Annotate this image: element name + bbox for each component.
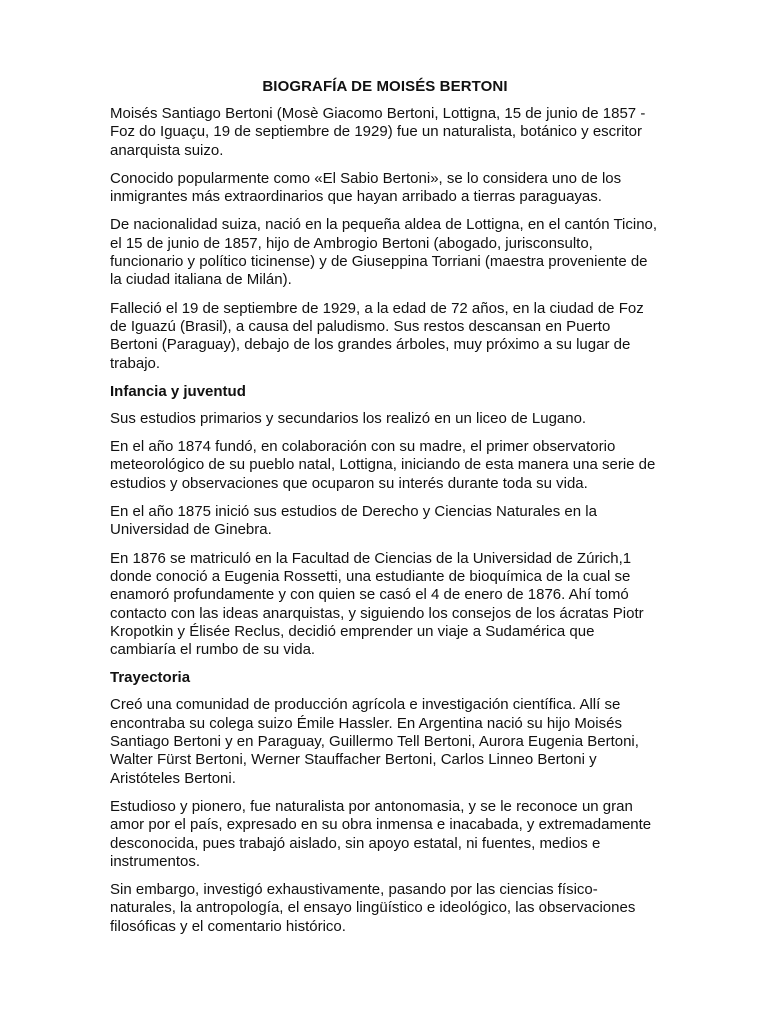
paragraph-trayectoria-1: Creó una comunidad de producción agrícola e investigación científica. Allí se encontraba su colega suizo Émile Hassler. En Argentina nació su hijo Moisés Santiago Bertoni y en Paraguay, Guillermo Tell Bertoni, Aurora Eugenia Bertoni, Walter Fürst Bertoni, Werner Stauffacher Bertoni, Carlos Linneo Bertoni y Aristóteles Bertoni.	[110, 696, 639, 787]
paragraph-infancia-3: En el año 1875 inició sus estudios de Derecho y Ciencias Naturales en la Universidad de Ginebra.	[110, 503, 597, 539]
document-title: BIOGRAFÍA DE MOISÉS BERTONI	[262, 78, 508, 95]
document-page	[110, 78, 660, 946]
paragraph-trayectoria-2: Estudioso y pionero, fue naturalista por antonomasia, y se le reconoce un gran amor por el país, expresado en su obra inmensa e inacabada, y extremadamente desconocida, pues trabajó aislado, sin apoyo estatal, ni fuentes, medios e instrumentos.	[110, 797, 652, 870]
paragraph-intro-3: De nacionalidad suiza, nació en la pequeña aldea de Lottigna, en el cantón Ticino, el 15 de junio de 1857, hijo de Ambrogio Bertoni (abogado, jurisconsulto, funcionario y político ticinense) y de Giuseppina Torriani (maestra proveniente de la ciudad italiana de Milán).	[110, 216, 658, 289]
section-heading-trayectoria: Trayectoria	[110, 669, 191, 687]
paragraph-infancia-1: Sus estudios primarios y secundarios los realizó en un liceo de Lugano.	[110, 409, 587, 427]
section-heading-infancia: Infancia y juventud	[110, 382, 246, 400]
paragraph-intro-4: Falleció el 19 de septiembre de 1929, a la edad de 72 años, en la ciudad de Foz de Iguazú (Brasil), a causa del paludismo. Sus restos descansan en Puerto Bertoni (Paraguay), debajo de los grandes árboles, muy próximo a su lugar de trabajo.	[110, 299, 644, 372]
paragraph-infancia-4: En 1876 se matriculó en la Facultad de Ciencias de la Universidad de Zúrich,1 donde conoció a Eugenia Rossetti, una estudiante de bioquímica de la cual se enamoró profundamente y con quien se casó el 4 de enero de 1876. Ahí tomó contacto con las ideas anarquistas, y siguiendo los consejos de los ácratas Piotr Kropotkin y Élisée Reclus, decidió emprender un viaje a Sudamérica que cambiaría el rumbo de su vida.	[110, 549, 644, 659]
paragraph-intro-2: Conocido popularmente como «El Sabio Bertoni», se lo considera uno de los inmigrantes más extraordinarios que hayan arribado a tierras paraguayas.	[110, 169, 622, 206]
paragraph-infancia-2: En el año 1874 fundó, en colaboración con su madre, el primer observatorio meteorológico de su pueblo natal, Lottigna, iniciando de esta manera una serie de estudios y observaciones que ocuparon su interés durante toda su vida.	[110, 438, 656, 492]
paragraph-trayectoria-3: Sin embargo, investigó exhaustivamente, pasando por las ciencias físico-naturales, la antropología, el ensayo lingüístico e ideológico, las observaciones filosóficas y el comentario histórico.	[110, 881, 636, 935]
paragraph-intro-1: Moisés Santiago Bertoni (Mosè Giacomo Bertoni, Lottigna, 15 de junio de 1857 - Foz do Iguaçu, 19 de septiembre de 1929) fue un naturalista, botánico y escritor anarquista suizo.	[110, 105, 646, 159]
